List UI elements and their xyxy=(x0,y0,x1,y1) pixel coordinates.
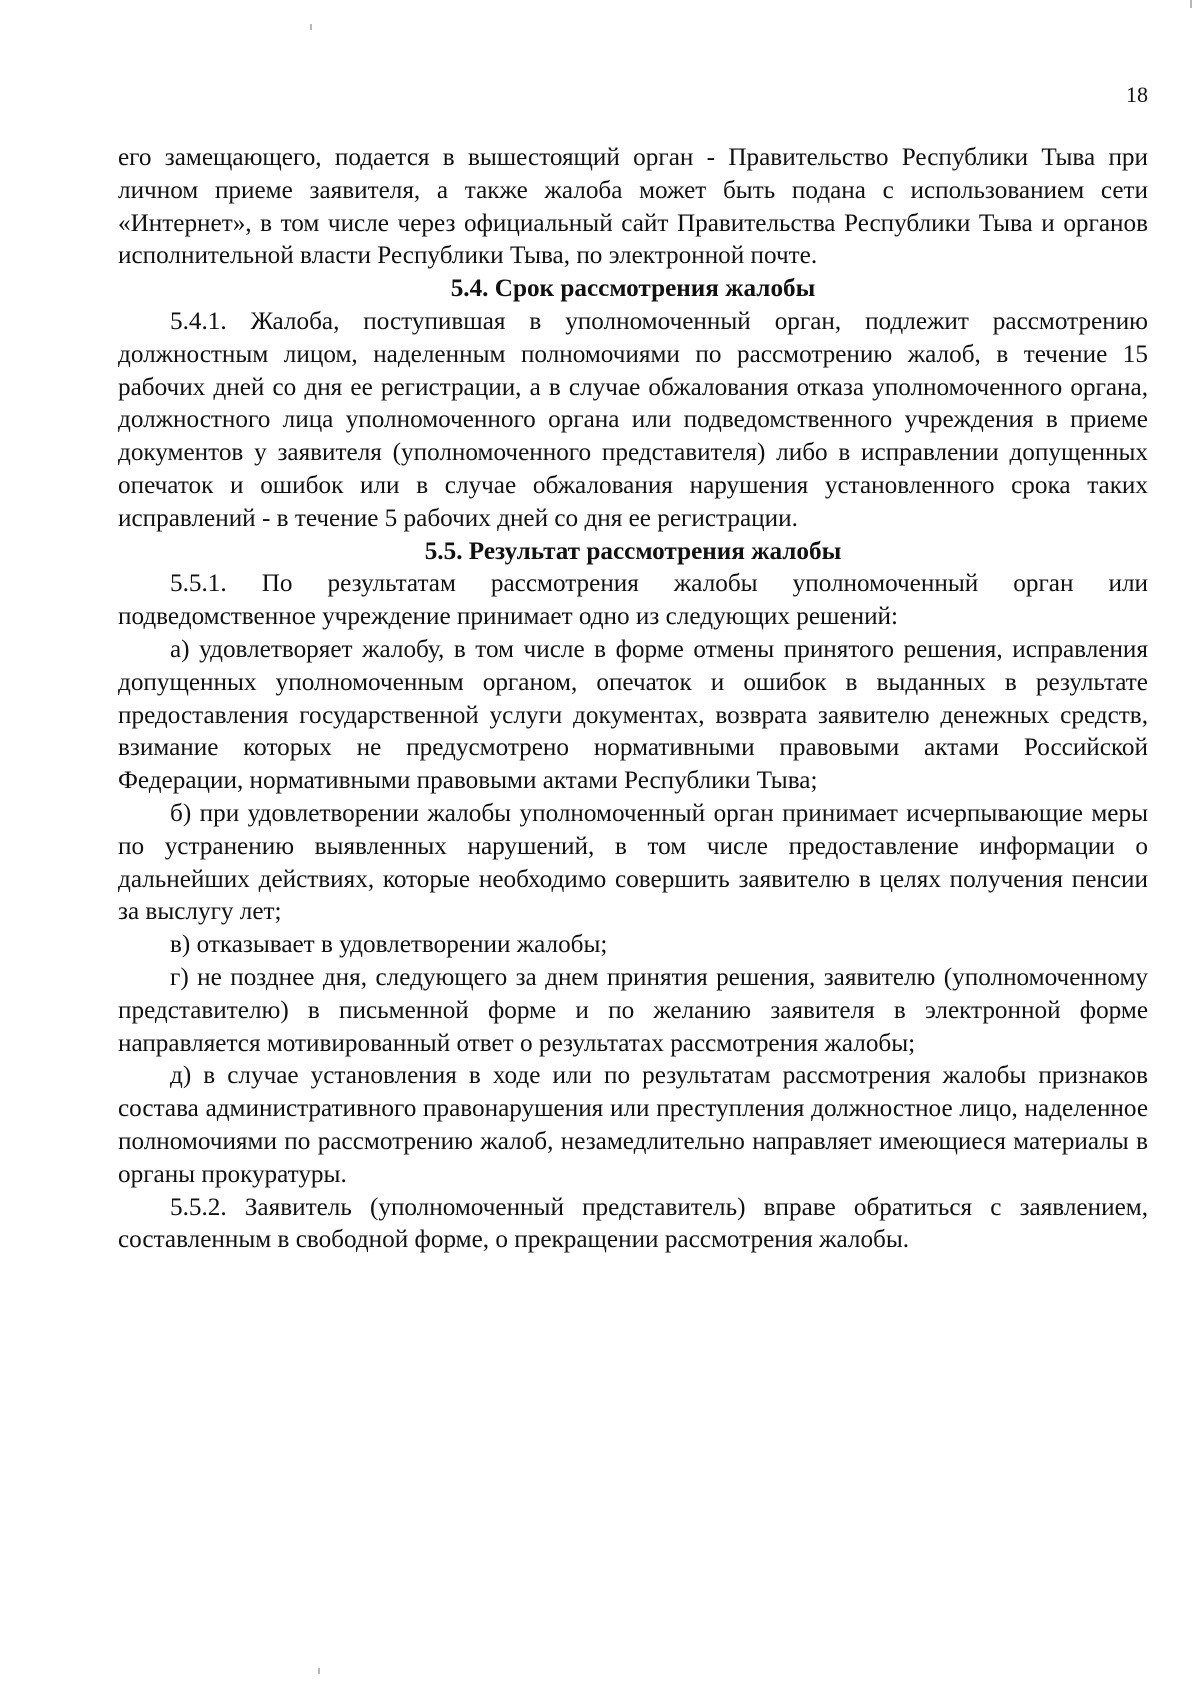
document-body xyxy=(118,142,1148,1257)
section-heading-5-5: 5.5. Результат рассмотрения жалобы xyxy=(424,537,842,565)
paragraph-item-v: в) отказывает в удовлетворении жалобы; xyxy=(170,931,608,959)
paragraph-5-4-1: 5.4.1. Жалоба, поступившая в уполномоченный орган, подлежит рассмотрению должностным лицом, наделенным полномочиями по рассмотрению жалоб, в течение 15 рабочих дней со дня ее регистрации, а в случае обжалования отказа уполномоченного органа, должностного лица уполномоченного органа или подведомственного учреждения в приеме документов у заявителя (уполномоченного представителя) либо в исправлении допущенных опечаток и ошибок или в случае обжалования нарушения установленного срока таких исправлений - в течение 5 рабочих дней со дня ее регистрации. xyxy=(118,307,1148,532)
page-number: 18 xyxy=(1126,82,1148,107)
scan-mark-bottom xyxy=(318,1668,320,1674)
paragraph-item-g: г) не позднее дня, следующего за днем принятия решения, заявителю (уполномоченному представителю) в письменной форме и по желанию заявителя в электронной форме направляется мотивированный ответ о результатах рассмотрения жалобы; xyxy=(118,963,1148,1057)
paragraph-item-b: б) при удовлетворении жалобы уполномоченный орган принимает исчерпывающие меры по устранению выявленных нарушений, в том числе предоставление информации о дальнейших действиях, которые необходимо совершить заявителю в целях получения пенсии за выслугу лет; xyxy=(118,799,1148,926)
scan-mark-top xyxy=(310,24,312,30)
scan-mark-corner xyxy=(1190,0,1192,8)
paragraph-5-5-2: 5.5.2. Заявитель (уполномоченный представитель) вправе обратиться с заявлением, составленным в свободной форме, о прекращении рассмотрения жалобы. xyxy=(118,1193,1148,1254)
paragraph-intro: его замещающего, подается в вышестоящий орган - Правительство Республики Тыва при личном приеме заявителя, а также жалоба может быть подана с использованием сети «Интернет», в том числе через официальный сайт Правительства Республики Тыва и органов исполнительной власти Республики Тыва, по электронной почте. xyxy=(118,144,1148,270)
section-heading-5-4: 5.4. Срок рассмотрения жалобы xyxy=(450,275,816,303)
paragraph-item-a: а) удовлетворяет жалобу, в том числе в форме отмены принятого решения, исправления допущенных уполномоченным органом, опечаток и ошибок в выданных в результате предоставления государственной услуги документах, возврата заявителю денежных средств, взимание которых не предусмотрено нормативными правовыми актами Российской Федерации, нормативными правовыми актами Республики Тыва; xyxy=(118,635,1148,795)
paragraph-5-5-1: 5.5.1. По результатам рассмотрения жалобы уполномоченный орган или подведомственное учреждение принимает одно из следующих решений: xyxy=(118,570,1148,631)
paragraph-item-d: д) в случае установления в ходе или по результатам рассмотрения жалобы признаков состава административного правонарушения или преступления должностное лицо, наделенное полномочиями по рассмотрению жалоб, незамедлительно направляет имеющиеся материалы в органы прокуратуры. xyxy=(118,1062,1148,1188)
